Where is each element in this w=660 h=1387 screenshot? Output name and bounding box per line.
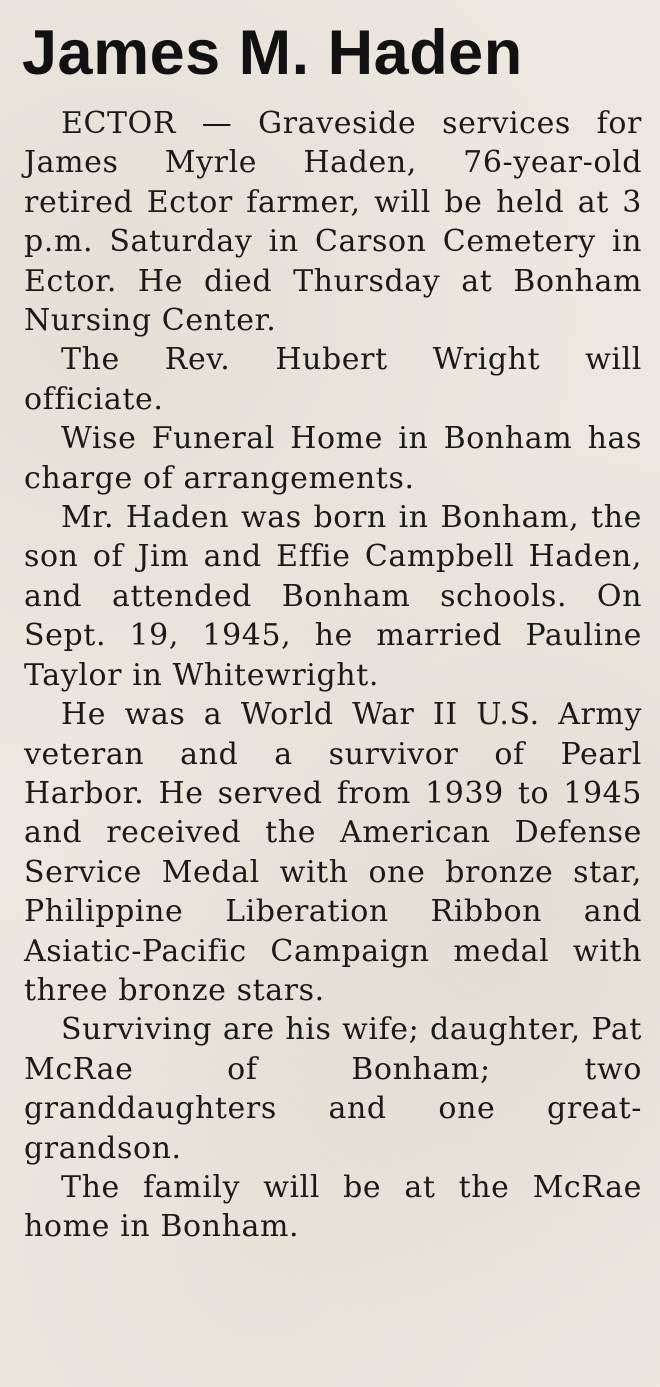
paragraph-family-gathering: The family will be at the McRae home in Bonham.	[24, 1169, 642, 1245]
obituary-body	[24, 104, 642, 1247]
paragraph-military-service: He was a World War II U.S. Army veteran and a survivor of Pearl Harbor. He served from 1939 to 1945 and received the American Defense Service Medal with one bronze star, Philippine Liberation Ribbon and Asiatic-Pacific Campaign medal with three bronze stars.	[24, 697, 642, 1008]
paragraph-officiant: The Rev. Hubert Wright will officiate.	[24, 342, 642, 417]
obituary-headline: James M. Haden	[22, 18, 523, 88]
paragraph-services: ECTOR — Graveside services for James Myrle Haden, 76-year-old retired Ector farmer, will be held at 3 p.m. Saturday in Carson Cemetery in Ector. He died Thursday at Bonham Nursing Center.	[24, 106, 642, 339]
paragraph-survivors: Surviving are his wife; daughter, Pat McRae of Bonham; two granddaughters and one great-grandson.	[24, 1012, 642, 1166]
paragraph-funeral-home: Wise Funeral Home in Bonham has charge of arrangements.	[24, 421, 642, 496]
paragraph-biography: Mr. Haden was born in Bonham, the son of Jim and Effie Campbell Haden, and attended Bonham schools. On Sept. 19, 1945, he married Pauline Taylor in Whitewright.	[24, 500, 642, 693]
